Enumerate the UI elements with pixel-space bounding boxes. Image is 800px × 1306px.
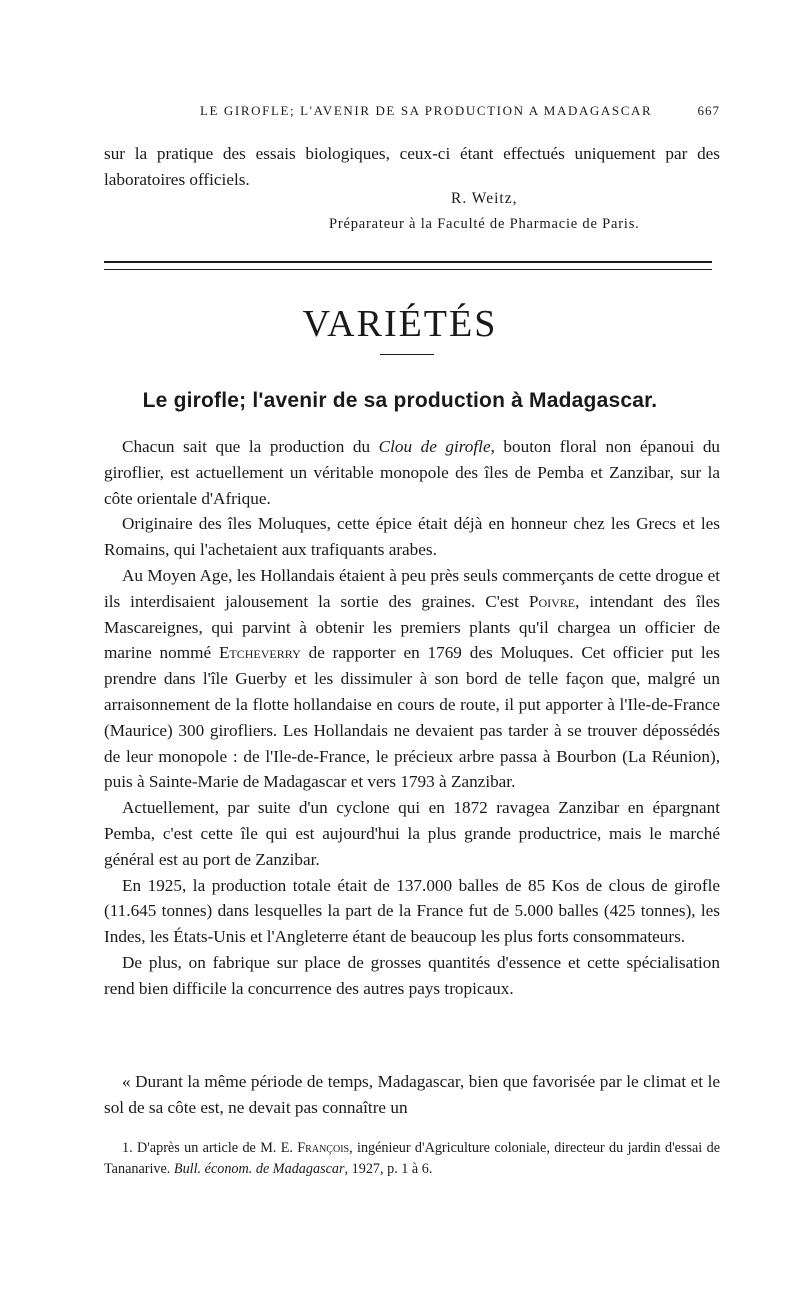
footnote: 1. D'après un article de M. E. François, ingénieur d'Agriculture coloniale, directeur du jardin d'essai de Tananarive. Bull. économ. de Madagascar, 1927, p. 1 à 6.: [104, 1140, 720, 1177]
paragraph: « Durant la même période de temps, Madagascar, bien que favorisée par le climat et le sol de sa côte est, ne devait pas connaître un: [104, 1072, 720, 1117]
section-title: VARIÉTÉS: [302, 303, 498, 345]
author-affiliation: Préparateur à la Faculté de Pharmacie de Paris.: [329, 216, 640, 232]
page-number: 667: [697, 103, 720, 118]
paragraph: Au Moyen Age, les Hollandais étaient à peu près seuls commerçants de cette drogue et ils interdisaient jalousement la sortie des graines. C'est Poivre, intendant des îles Mascareignes, qui parvint à obtenir les premiers plants qu'il chargea un officier de marine nommé Etcheverry de rapporter en 1769 des Moluques. Cet officier put les prendre dans l'île Guerby et les dissimuler à son bord de telle façon que, malgré un arraisonnement de la flotte hollandaise en cours de route, il put apporter à l'Ile-de-France (Maurice) 300 girofliers. Les Hollandais ne devaient pas tarder à se trouver dépossédés de leur monopole : de l'Ile-de-France, le précieux arbre passa à Bourbon (La Réunion), puis à Sainte-Marie de Madagascar et vers 1793 à Zanzibar.: [104, 565, 720, 792]
article-body: [104, 434, 720, 1002]
paragraph: Actuellement, par suite d'un cyclone qui en 1872 ravagea Zanzibar en épargnant Pemba, c'est cette île qui est aujourd'hui la plus grande productrice, mais le marché général est au port de Zanzibar.: [104, 798, 720, 869]
article-quote-start: [104, 1069, 720, 1121]
running-head: [104, 103, 720, 123]
paragraph: En 1925, la production totale était de 137.000 balles de 85 Kos de clous de girofle (11.645 tonnes) dans lesquelles la part de la France fut de 5.000 balles (425 tonnes), les Indes, les États-Unis et l'Angleterre étant de beaucoup les plus forts consommateurs.: [104, 875, 720, 947]
running-head-title: LE GIROFLE; L'AVENIR DE SA PRODUCTION A MADAGASCAR: [200, 103, 653, 118]
preceding-article-ending: [104, 141, 720, 193]
section-divider: [104, 261, 712, 270]
paragraph: De plus, on fabrique sur place de grosses quantités d'essence et cette spécialisation rend bien difficile la concurrence des autres pays tropicaux.: [104, 952, 720, 998]
paragraph: Originaire des îles Moluques, cette épice était déjà en honneur chez les Grecs et les Romains, qui l'achetaient aux trafiquants arabes.: [104, 514, 720, 560]
title-underline: [380, 354, 434, 355]
paragraph: Chacun sait que la production du Clou de girofle, bouton floral non épanoui du giroflier, est actuellement un véritable monopole des îles de Pemba et Zanzibar, sur la côte orientale d'Afrique.: [104, 437, 721, 508]
person-name: Poivre: [528, 591, 576, 611]
person-name: Etcheverry: [218, 643, 301, 663]
citation-title: Bull. économ. de Madagascar: [173, 1160, 345, 1177]
article-title: Le girofle; l'avenir de sa production à Madagascar.: [142, 389, 658, 412]
italic-term: Clou de girofle: [378, 437, 491, 456]
author-signature: R. Weitz,: [451, 190, 518, 207]
paragraph: sur la pratique des essais biologiques, ceux-ci étant effectués uniquement par des laboratoires officiels.: [104, 144, 720, 189]
person-name: François: [297, 1140, 350, 1156]
